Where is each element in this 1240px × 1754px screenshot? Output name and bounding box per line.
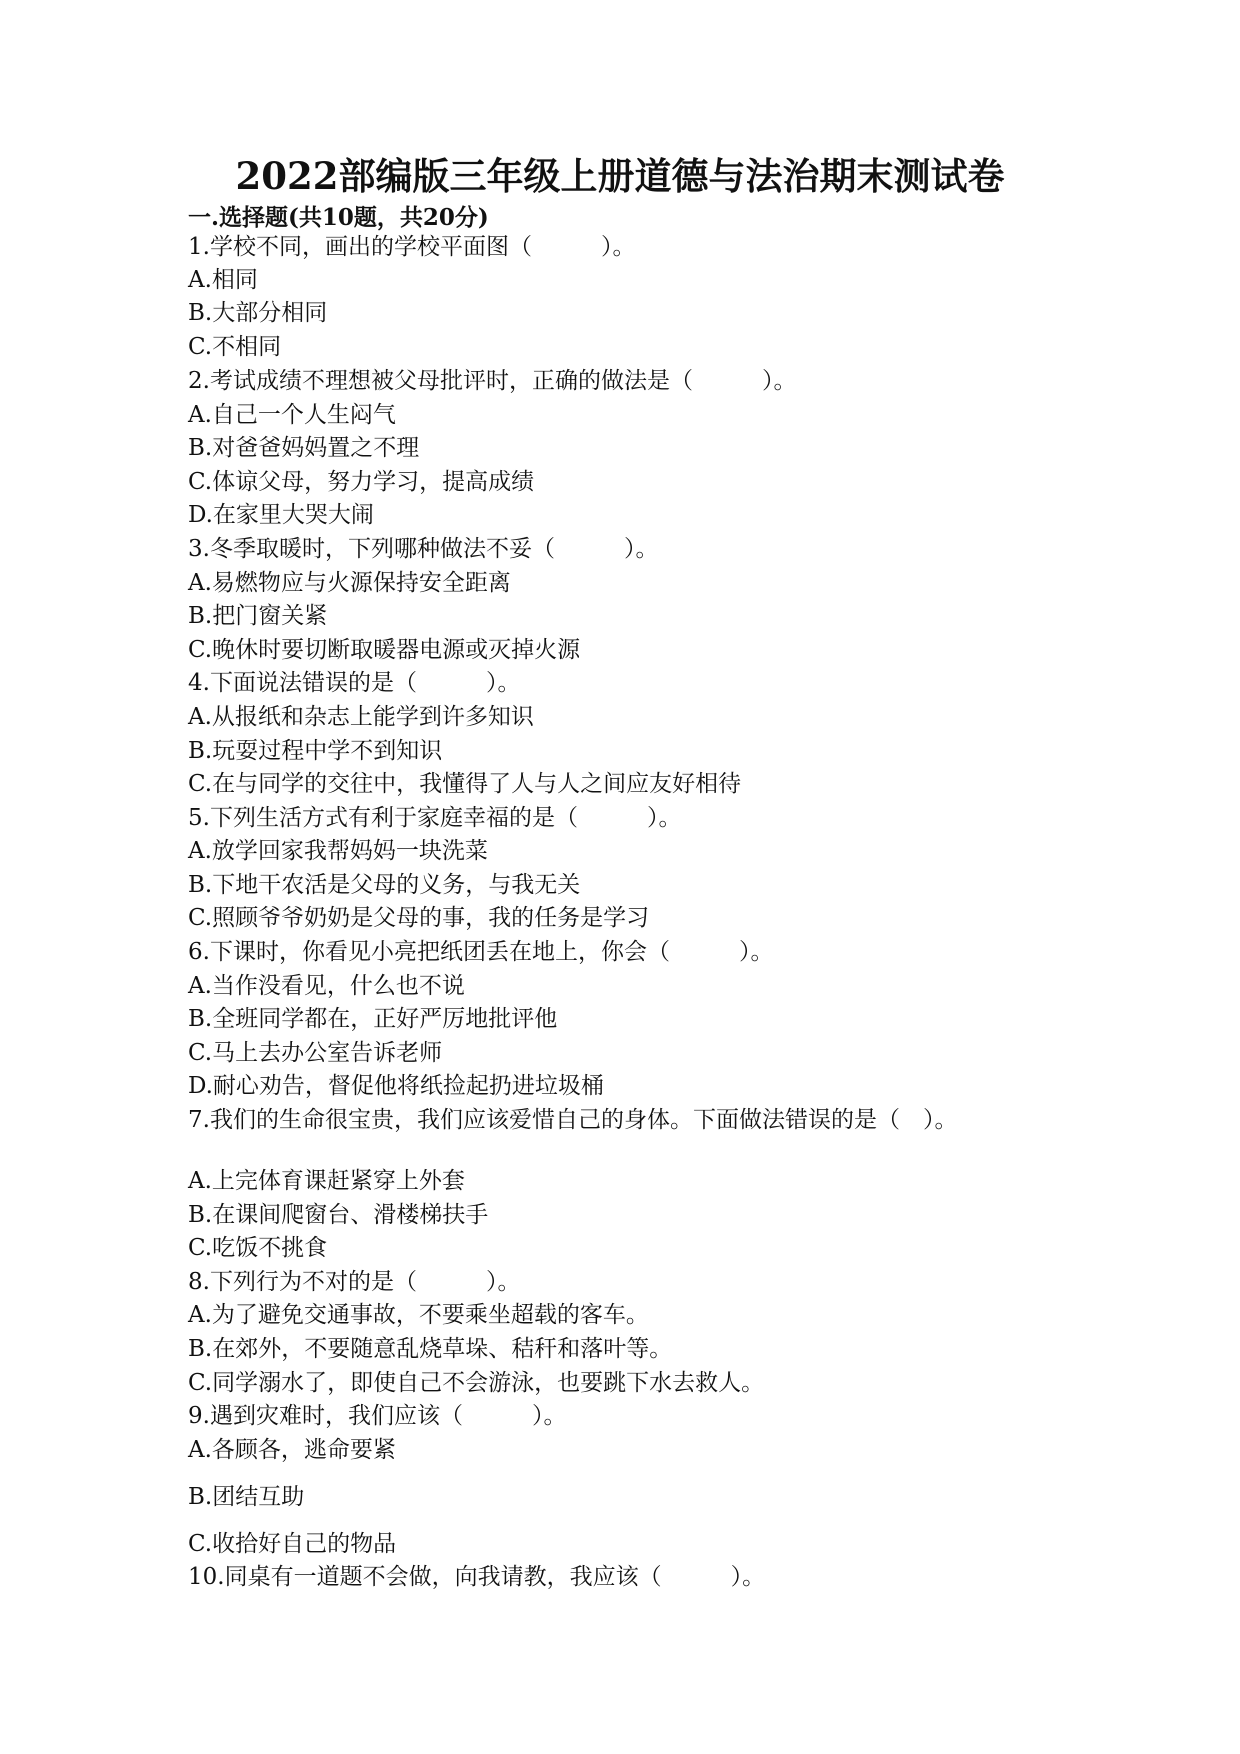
option: B.全班同学都在，正好严厉地批评他 <box>188 1006 558 1032</box>
question-stem: 10.同桌有一道题不会做，向我请教，我应该（ ）。 <box>188 1564 766 1590</box>
option: C.不相同 <box>188 334 282 360</box>
option: C.收拾好自己的物品 <box>188 1531 397 1557</box>
option: C.体谅父母，努力学习，提高成绩 <box>188 469 535 495</box>
section-heading: 一.选择题(共10题，共20分) <box>188 204 489 231</box>
option: C.照顾爷爷奶奶是父母的事，我的任务是学习 <box>188 905 650 931</box>
option: C.在与同学的交往中，我懂得了人与人之间应友好相待 <box>188 771 742 797</box>
option: B.下地干农活是父母的义务，与我无关 <box>188 872 581 898</box>
option: B.把门窗关紧 <box>188 603 328 629</box>
option: C.晚休时要切断取暖器电源或灭掉火源 <box>188 637 581 663</box>
option: B.对爸爸妈妈置之不理 <box>188 435 420 461</box>
question-stem: 4.下面说法错误的是（ ）。 <box>188 670 521 696</box>
option: A.各顾各，逃命要紧 <box>188 1437 396 1463</box>
option: A.上完体育课赶紧穿上外套 <box>188 1168 465 1194</box>
option: B.在课间爬窗台、滑楼梯扶手 <box>188 1202 489 1228</box>
option: A.当作没看见，什么也不说 <box>188 973 465 999</box>
option: A.自己一个人生闷气 <box>188 402 396 428</box>
option: B.大部分相同 <box>188 300 328 326</box>
option: C.马上去办公室告诉老师 <box>188 1040 443 1066</box>
option: B.在郊外，不要随意乱烧草垛、秸秆和落叶等。 <box>188 1336 673 1362</box>
page-title: 2022部编版三年级上册道德与法治期末测试卷 <box>235 154 1005 198</box>
option: C.吃饭不挑食 <box>188 1235 328 1261</box>
question-stem: 5.下列生活方式有利于家庭幸福的是（ ）。 <box>188 805 682 831</box>
option: D.在家里大哭大闹 <box>188 502 374 528</box>
question-stem: 3.冬季取暖时，下列哪种做法不妥（ ）。 <box>188 536 659 562</box>
option: A.放学回家我帮妈妈一块洗菜 <box>188 838 488 864</box>
option: D.耐心劝告，督促他将纸捡起扔进垃圾桶 <box>188 1073 604 1099</box>
option: C.同学溺水了，即使自己不会游泳，也要跳下水去救人。 <box>188 1370 765 1396</box>
question-stem: 8.下列行为不对的是（ ）。 <box>188 1269 521 1295</box>
question-stem: 9.遇到灾难时，我们应该（ ）。 <box>188 1403 567 1429</box>
option: A.为了避免交通事故，不要乘坐超载的客车。 <box>188 1302 649 1328</box>
option: A.从报纸和杂志上能学到许多知识 <box>188 704 534 730</box>
question-stem: 2.考试成绩不理想被父母批评时，正确的做法是（ ）。 <box>188 368 797 394</box>
question-stem: 7.我们的生命很宝贵，我们应该爱惜自己的身体。下面做法错误的是（ ）。 <box>188 1107 958 1133</box>
question-stem: 6.下课时，你看见小亮把纸团丢在地上，你会（ ）。 <box>188 939 774 965</box>
option: B.玩耍过程中学不到知识 <box>188 738 443 764</box>
option: A.相同 <box>188 267 258 293</box>
option: B.团结互助 <box>188 1484 305 1510</box>
option: A.易燃物应与火源保持安全距离 <box>188 570 511 596</box>
question-stem: 1.学校不同，画出的学校平面图（ ）。 <box>188 234 636 260</box>
